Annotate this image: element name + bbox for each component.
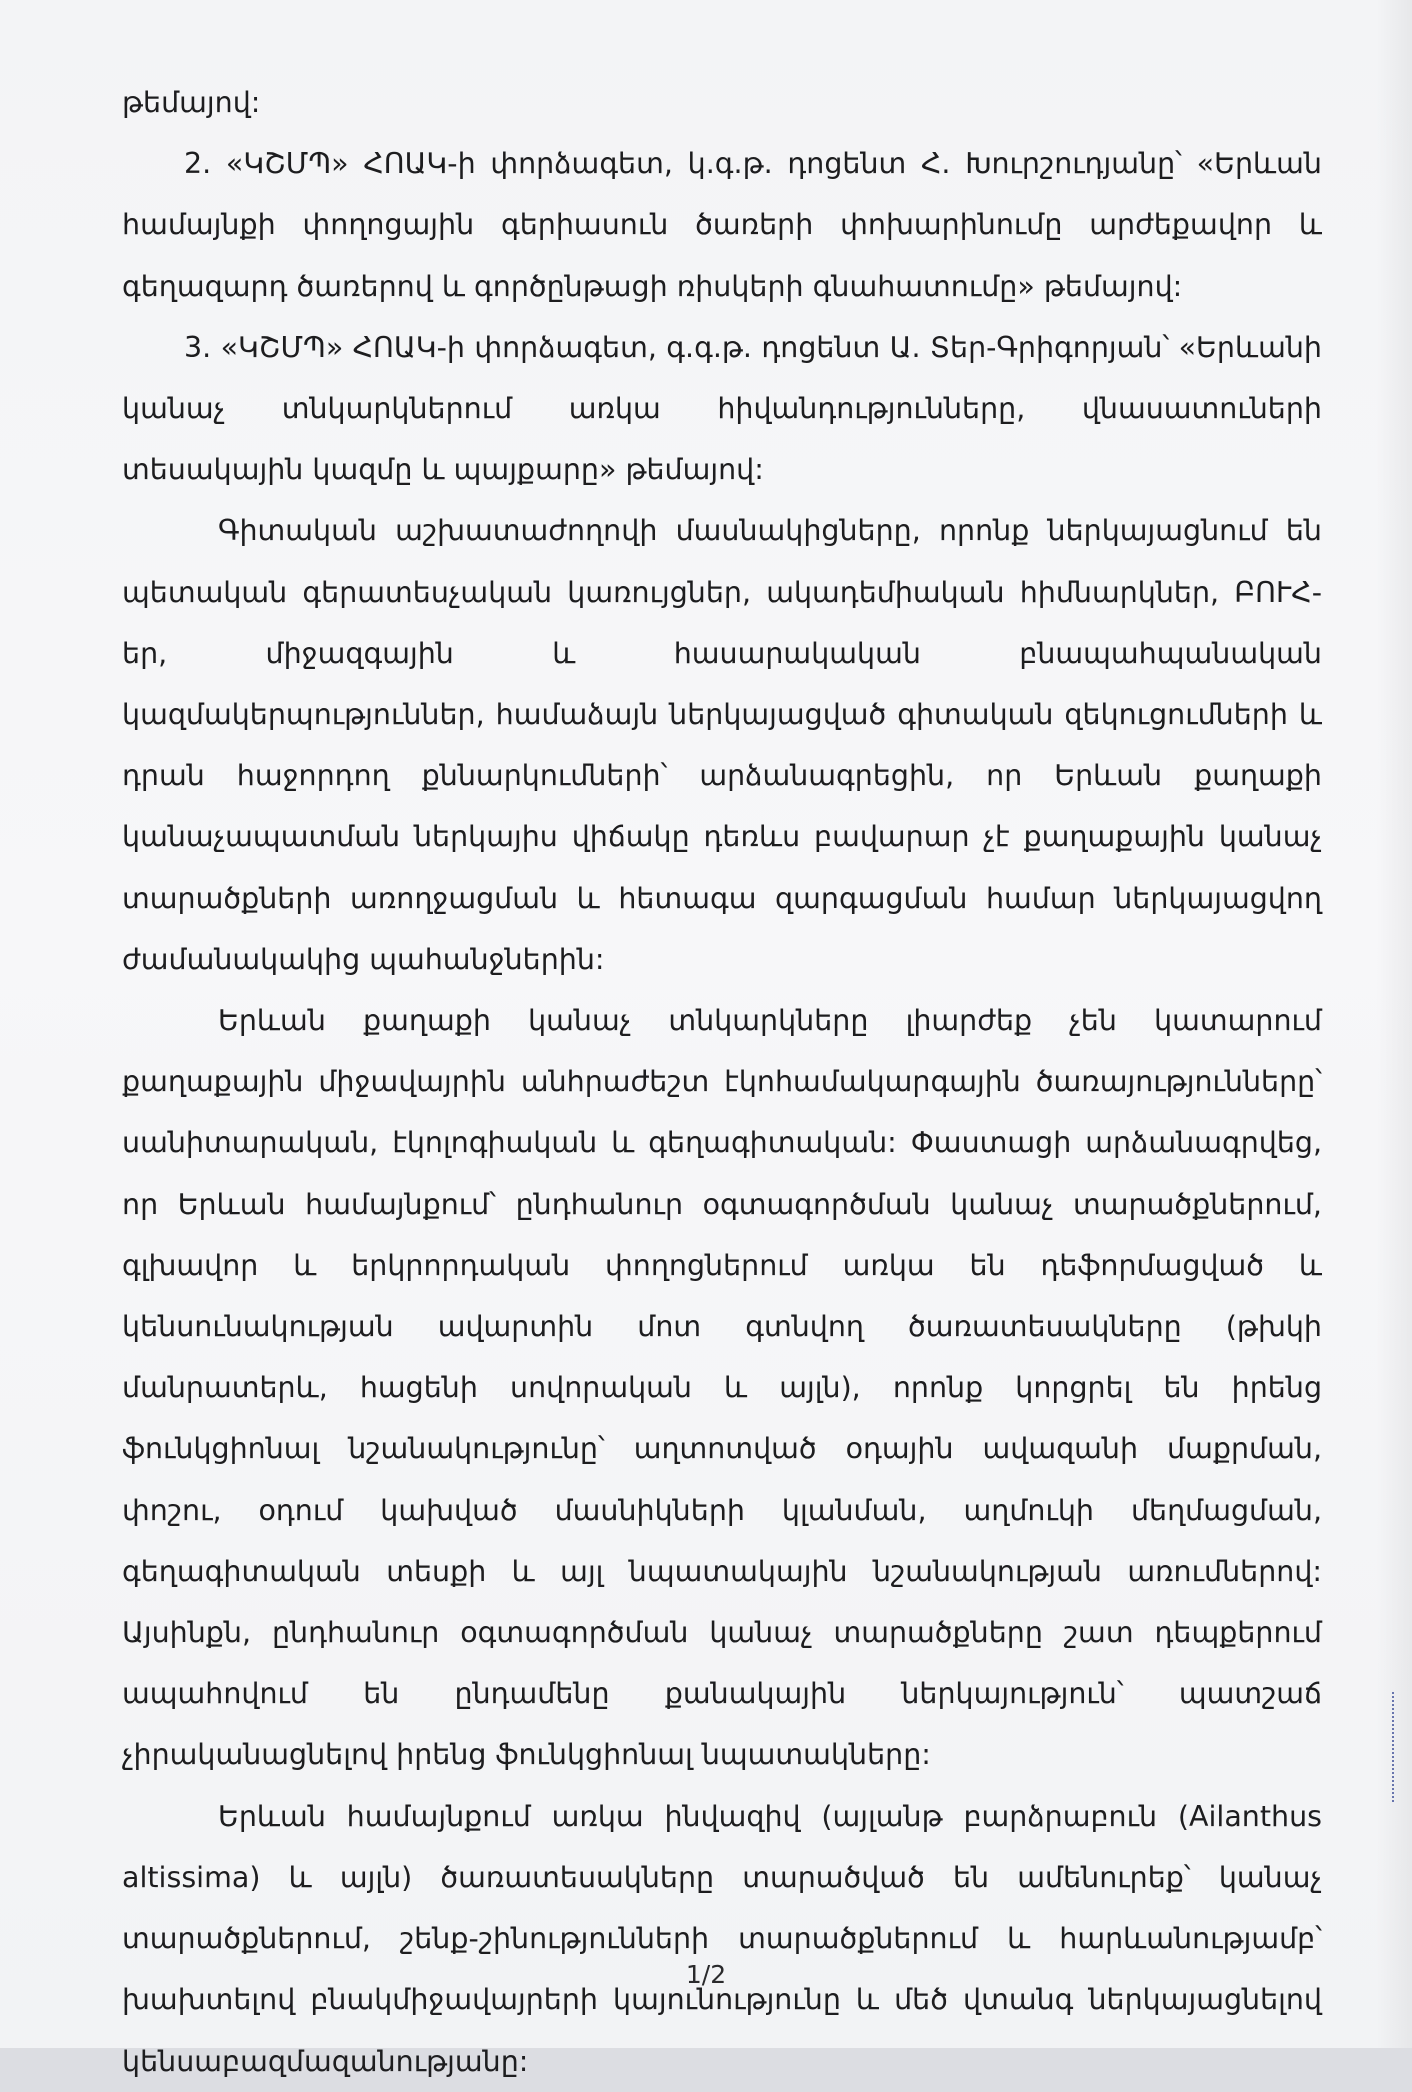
paragraph-participants-conclusion: Գիտական աշխատաժողովի մասնակիցները, որոնք ներկայացնում են պետական գերատեսչական կառույցներ, ակադեմիական հիմնարկներ, ԲՈՒՀ-եր, միջազգային և հասարակական բնապահպանական կազմակերպություններ, համաձայն ներկայացված գիտական զեկուցումների և դրան հաջորդող քննարկումների՝ արձանագրեցին, որ Երևան քաղաքի կանաչապատման ներկայիս վիճակը դեռևս բավարար չէ քաղաքային կանաչ տարածքների առողջացման և հետագա զարգացման համար ներկայացվող ժամանակակից պահանջներին: (122, 514, 1322, 976)
document-body (122, 72, 1322, 2092)
paragraph-item-3: 3. «ԿՇՄՊ» ՀՈԱԿ-ի փորձագետ, գ.գ.թ. դոցենտ Ա. Տեր-Գրիգորյան՝ «Երևանի կանաչ տնկարկներում առկա հիվանդությունները, վնասատուների տեսակային կազմը և պայքարը» թեմայով: (122, 330, 1322, 487)
paragraph-invasive-species: Երևան համայնքում առկա ինվազիվ (այլանթ բարձրաբուն (Ailanthus altissima) և այլն) ծառատեսակները տարածված են ամենուրեք՝ կանաչ տարածքներում, շենք-շինությունների տարածքներում և հարևանությամբ՝ խախտելով բնակմիջավայրերի կայունությունը և մեծ վտանգ ներկայացնելով կենսաբազմազանությանը: (122, 1799, 1322, 2078)
page-edge-mark (1392, 1692, 1400, 1802)
paragraph-green-plantings: Երևան քաղաքի կանաչ տնկարկները լիարժեք չեն կատարում քաղաքային միջավայրին անհրաժեշտ էկոհամակարգային ծառայությունները՝ սանիտարական, էկոլոգիական և գեղագիտական: Փաստացի արձանագրվեց, որ Երևան համայնքում՝ ընդհանուր օգտագործման կանաչ տարածքներում, գլխավոր և երկրորդական փողոցներում առկա են դեֆորմացված և կենսունակության ավարտին մոտ գտնվող ծառատեսակները (թխկի մանրատերև, հացենի սովորական և այլն), որոնք կորցրել են իրենց ֆունկցիոնալ նշանակությունը՝ աղտոտված օդային ավազանի մաքրման, փոշու, օդում կախված մասնիկների կլանման, աղմուկի մեղմացման, գեղագիտական տեսքի և այլ նպատակային նշանակության առումներով: Այսինքն, ընդհանուր օգտագործման կանաչ տարածքները շատ դեպքերում ապահովում են ընդամենը քանակային ներկայություն՝ պատշաճ չիրականացնելով իրենց ֆունկցիոնալ նպատակները: (122, 1004, 1322, 1772)
page-number: 1/2 (685, 1960, 727, 1989)
paragraph-continuation: թեմայով: (122, 86, 261, 119)
paragraph-item-2: 2. «ԿՇՄՊ» ՀՈԱԿ-ի փորձագետ, կ.գ.թ. դոցենտ Հ. Խուրշուդյանը՝ «Երևան համայնքի փողոցային գերիասուն ծառերի փոխարինումը արժեքավոր և գեղազարդ ծառերով և գործընթացի ռիսկերի գնահատումը» թեմայով: (122, 147, 1322, 303)
